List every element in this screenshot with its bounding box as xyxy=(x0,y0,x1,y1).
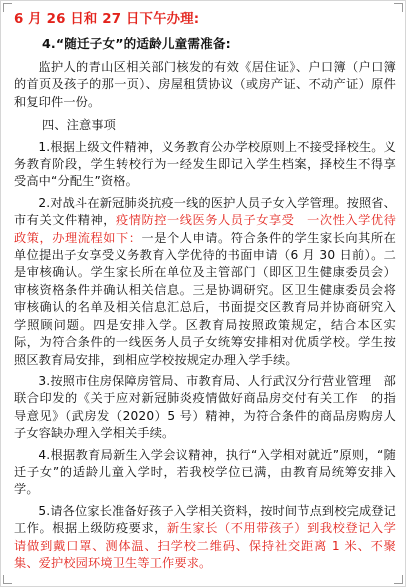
note-1: 1.根据上级文件精神，义务教育公办学校原则上不接受择校生。义务教育阶段，学生转校行为一经发生即记入学生档案，择校生不得享受高中“分配生”资格。 xyxy=(14,139,396,189)
corner-mark-bottom-right xyxy=(394,575,403,584)
note-3: 3.按照市住房保障房管局、市教育局、人行武汉分行营业管理 部联合印发的《关于应对新冠肺炎疫情做好商品房交付有关工作 的指导意见》（武房发（2020）5 号）精神，为符合条件的商品房购房人子女容缺办理入学相关手续。 xyxy=(14,373,396,441)
note-5-highlight: 新生家长（不用带孩子）到我校登记入学请做到戴口罩、测体温、扫学校二维码、保持社交距离 1 米、不聚集、爱护校园环境卫生等工作要求。 xyxy=(14,521,396,570)
notes-title: 四、注意事项 xyxy=(42,118,117,133)
note-2 xyxy=(14,195,396,369)
corner-mark-top-left xyxy=(3,3,12,12)
document-body xyxy=(14,10,396,572)
note-2-highlight: 疫情防控一线医务人员子女享受 一次性入学优待政策，办理流程如下： xyxy=(14,213,396,245)
date-line: 6 月 26 日和 27 日下午办理: xyxy=(14,12,200,27)
note-2-intro: 2.对战斗在新冠肺炎抗疫一线的医护人员子女入学管理。按照省、市有关文件精神， xyxy=(14,195,396,228)
corner-mark-bottom-left xyxy=(3,575,12,584)
section-4-title: 4.“随迁子女”的适龄儿童需准备: xyxy=(42,36,231,51)
section-4-body: 监护人的青山区相关部门核发的有效《居住证》、户口簿（户口簿的首页及孩子的那一页）、房屋租赁协议（或房产证、不动产证）原件和复印件一份。 xyxy=(14,60,396,109)
note-4: 4.根据教育局新生入学会议精神，执行“入学相对就近”原则，“随迁子女”的适龄儿童入学时，若我校学位已满，由教育局统筹安排入学。 xyxy=(14,447,396,497)
note-5 xyxy=(14,503,396,573)
note-2-procedure: 一是个人申请。符合条件的学生家长向其所在单位提出子女享受义务教育入学优待的书面申请（6 月 30 日前）。二是审核确认。学生家长所在单位及主管部门（即区卫生健康委员会）审核资格条件并确认相关信息。三是协调研究。区卫生健康委员会将审核确认的名单及相关信息汇总后，书面提交区教育局并协商研究入学照顾问题。四是安排入学。区教育局按照政策规定，结合本区实际，为符合条件的一线医务人员子女统筹安排相对优质学校。学生按照区教育局安排，到相应学校按规定办理入学手续。 xyxy=(14,230,397,367)
note-5-intro: 5.请各位家长准备好孩子入学相关资料，按时间节点到校完成登记工作。根据上级防疫要求， xyxy=(14,503,396,536)
